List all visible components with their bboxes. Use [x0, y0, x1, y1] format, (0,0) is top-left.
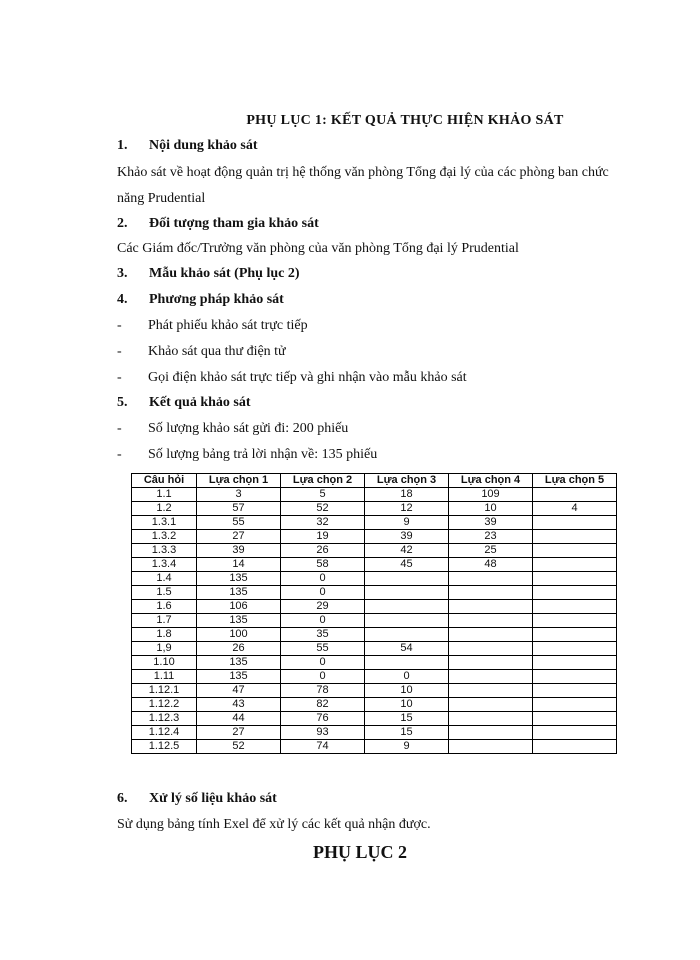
- choice-cell: [449, 670, 533, 684]
- table-row: [132, 488, 617, 502]
- choice-cell: 109: [449, 488, 533, 502]
- section-1-title: Nội dung khảo sát: [149, 138, 258, 153]
- choice-cell: [533, 642, 617, 656]
- list-item: Số lượng bảng trả lời nhận về: 135 phiếu: [148, 447, 378, 462]
- question-cell: 1.8: [132, 628, 197, 642]
- table-row: [132, 600, 617, 614]
- section-1-body: Khảo sát về hoạt động quản trị hệ thống văn phòng Tổng đại lý của các phòng ban chức năng Prudential: [117, 165, 609, 206]
- choice-cell: 26: [281, 544, 365, 558]
- table-row: [132, 698, 617, 712]
- question-cell: 1.6: [132, 600, 197, 614]
- question-cell: 1.3.4: [132, 558, 197, 572]
- choice-cell: [449, 698, 533, 712]
- choice-cell: [365, 628, 449, 642]
- choice-cell: [449, 586, 533, 600]
- table-row: [132, 656, 617, 670]
- choice-cell: [449, 572, 533, 586]
- choice-cell: [533, 544, 617, 558]
- choice-cell: 52: [197, 740, 281, 754]
- section-3-title: Mẫu khảo sát (Phụ lục 2): [149, 266, 300, 281]
- choice-cell: [449, 712, 533, 726]
- choice-cell: [449, 656, 533, 670]
- choice-cell: [533, 516, 617, 530]
- choice-cell: 74: [281, 740, 365, 754]
- survey-results-table: [131, 473, 617, 754]
- choice-cell: 10: [449, 502, 533, 516]
- table-row: [132, 740, 617, 754]
- section-2-heading: [117, 216, 319, 232]
- choice-cell: 58: [281, 558, 365, 572]
- table-row: [132, 726, 617, 740]
- choice-cell: [533, 740, 617, 754]
- choice-cell: [533, 628, 617, 642]
- choice-cell: [533, 530, 617, 544]
- column-header: Lựa chọn 3: [365, 474, 449, 488]
- table-header-row: [132, 474, 617, 488]
- choice-cell: [533, 698, 617, 712]
- choice-cell: 10: [365, 684, 449, 698]
- choice-cell: 9: [365, 516, 449, 530]
- choice-cell: 39: [365, 530, 449, 544]
- question-cell: 1.2: [132, 502, 197, 516]
- table-row: [132, 558, 617, 572]
- table-row: [132, 572, 617, 586]
- choice-cell: 14: [197, 558, 281, 572]
- table-row: [132, 502, 617, 516]
- bullet-marker: -: [117, 344, 122, 359]
- choice-cell: [449, 614, 533, 628]
- choice-cell: [365, 600, 449, 614]
- choice-cell: [449, 642, 533, 656]
- choice-cell: 54: [365, 642, 449, 656]
- question-cell: 1.3.1: [132, 516, 197, 530]
- choice-cell: 76: [281, 712, 365, 726]
- question-cell: 1.3.2: [132, 530, 197, 544]
- appendix-2-title: PHỤ LỤC 2: [313, 842, 407, 862]
- table-row: [132, 628, 617, 642]
- choice-cell: [449, 726, 533, 740]
- choice-cell: 0: [281, 586, 365, 600]
- section-3-heading: [117, 266, 300, 282]
- choice-cell: 78: [281, 684, 365, 698]
- choice-cell: 23: [449, 530, 533, 544]
- section-1-heading: [117, 138, 258, 154]
- choice-cell: [365, 656, 449, 670]
- table-row: [132, 530, 617, 544]
- section-3-number: 3.: [117, 266, 128, 281]
- table-row: [132, 614, 617, 628]
- column-header: Lựa chọn 5: [533, 474, 617, 488]
- section-6-title: Xử lý số liệu khảo sát: [149, 791, 277, 806]
- question-cell: 1.12.1: [132, 684, 197, 698]
- table-row: [132, 712, 617, 726]
- list-item: Phát phiếu khảo sát trực tiếp: [148, 318, 308, 333]
- bullet-marker: -: [117, 318, 122, 333]
- choice-cell: 39: [449, 516, 533, 530]
- question-cell: 1.3.3: [132, 544, 197, 558]
- section-2-number: 2.: [117, 216, 128, 231]
- choice-cell: [533, 712, 617, 726]
- table-row: [132, 642, 617, 656]
- question-cell: 1.11: [132, 670, 197, 684]
- list-item: Số lượng khảo sát gửi đi: 200 phiếu: [148, 421, 349, 436]
- choice-cell: 15: [365, 712, 449, 726]
- choice-cell: [533, 670, 617, 684]
- choice-cell: 55: [197, 516, 281, 530]
- question-cell: 1.12.4: [132, 726, 197, 740]
- column-header: Lựa chọn 1: [197, 474, 281, 488]
- choice-cell: 5: [281, 488, 365, 502]
- choice-cell: 45: [365, 558, 449, 572]
- choice-cell: [533, 586, 617, 600]
- section-4-title: Phương pháp khảo sát: [149, 292, 284, 307]
- section-5-number: 5.: [117, 395, 128, 410]
- choice-cell: 26: [197, 642, 281, 656]
- question-cell: 1.12.5: [132, 740, 197, 754]
- choice-cell: 135: [197, 670, 281, 684]
- question-cell: 1.4: [132, 572, 197, 586]
- choice-cell: [365, 586, 449, 600]
- section-2-title: Đối tượng tham gia khảo sát: [149, 216, 319, 231]
- question-cell: 1.12.2: [132, 698, 197, 712]
- choice-cell: 25: [449, 544, 533, 558]
- choice-cell: [533, 488, 617, 502]
- table-row: [132, 544, 617, 558]
- table-row: [132, 684, 617, 698]
- choice-cell: 135: [197, 572, 281, 586]
- choice-cell: 135: [197, 614, 281, 628]
- choice-cell: [449, 628, 533, 642]
- choice-cell: 32: [281, 516, 365, 530]
- choice-cell: [533, 656, 617, 670]
- choice-cell: [449, 684, 533, 698]
- choice-cell: [533, 558, 617, 572]
- choice-cell: 0: [365, 670, 449, 684]
- choice-cell: 106: [197, 600, 281, 614]
- list-item: Khảo sát qua thư điện tử: [148, 344, 286, 359]
- choice-cell: 47: [197, 684, 281, 698]
- choice-cell: 12: [365, 502, 449, 516]
- choice-cell: 43: [197, 698, 281, 712]
- choice-cell: [533, 726, 617, 740]
- table-row: [132, 586, 617, 600]
- section-6-heading: [117, 791, 277, 807]
- choice-cell: 100: [197, 628, 281, 642]
- choice-cell: 42: [365, 544, 449, 558]
- section-4-heading: [117, 292, 284, 308]
- question-cell: 1.12.3: [132, 712, 197, 726]
- section-4-number: 4.: [117, 292, 128, 307]
- choice-cell: 93: [281, 726, 365, 740]
- section-6-body: Sử dụng bảng tính Exel để xử lý các kết quả nhận được.: [117, 817, 431, 832]
- choice-cell: [449, 740, 533, 754]
- section-5-heading: [117, 395, 251, 411]
- choice-cell: 0: [281, 670, 365, 684]
- column-header: Lựa chọn 4: [449, 474, 533, 488]
- choice-cell: 27: [197, 530, 281, 544]
- choice-cell: 82: [281, 698, 365, 712]
- bullet-marker: -: [117, 447, 122, 462]
- choice-cell: 57: [197, 502, 281, 516]
- choice-cell: [365, 572, 449, 586]
- choice-cell: [365, 614, 449, 628]
- table-body: [132, 488, 617, 754]
- choice-cell: 3: [197, 488, 281, 502]
- choice-cell: 55: [281, 642, 365, 656]
- choice-cell: [533, 600, 617, 614]
- bullet-marker: -: [117, 421, 122, 436]
- choice-cell: [533, 684, 617, 698]
- section-1-number: 1.: [117, 138, 128, 153]
- column-header: Câu hỏi: [132, 474, 197, 488]
- choice-cell: 0: [281, 614, 365, 628]
- table-row: [132, 670, 617, 684]
- choice-cell: [533, 572, 617, 586]
- choice-cell: 9: [365, 740, 449, 754]
- page-title: PHỤ LỤC 1: KẾT QUẢ THỰC HIỆN KHẢO SÁT: [246, 113, 564, 128]
- question-cell: 1.10: [132, 656, 197, 670]
- choice-cell: 29: [281, 600, 365, 614]
- section-6-number: 6.: [117, 791, 128, 806]
- choice-cell: 10: [365, 698, 449, 712]
- choice-cell: 27: [197, 726, 281, 740]
- choice-cell: 52: [281, 502, 365, 516]
- choice-cell: [449, 600, 533, 614]
- choice-cell: 135: [197, 586, 281, 600]
- choice-cell: 44: [197, 712, 281, 726]
- choice-cell: 18: [365, 488, 449, 502]
- choice-cell: 19: [281, 530, 365, 544]
- column-header: Lựa chọn 2: [281, 474, 365, 488]
- section-2-body: Các Giám đốc/Trưởng văn phòng của văn phòng Tổng đại lý Prudential: [117, 241, 519, 256]
- question-cell: 1.1: [132, 488, 197, 502]
- choice-cell: 0: [281, 572, 365, 586]
- list-item: Gọi điện khảo sát trực tiếp và ghi nhận vào mẫu khảo sát: [148, 370, 467, 385]
- table-row: [132, 516, 617, 530]
- choice-cell: 135: [197, 656, 281, 670]
- choice-cell: 0: [281, 656, 365, 670]
- question-cell: 1.5: [132, 586, 197, 600]
- choice-cell: [533, 614, 617, 628]
- choice-cell: 39: [197, 544, 281, 558]
- choice-cell: 35: [281, 628, 365, 642]
- choice-cell: 4: [533, 502, 617, 516]
- question-cell: 1,9: [132, 642, 197, 656]
- section-5-title: Kết quả khảo sát: [149, 395, 251, 410]
- bullet-marker: -: [117, 370, 122, 385]
- choice-cell: 15: [365, 726, 449, 740]
- choice-cell: 48: [449, 558, 533, 572]
- question-cell: 1.7: [132, 614, 197, 628]
